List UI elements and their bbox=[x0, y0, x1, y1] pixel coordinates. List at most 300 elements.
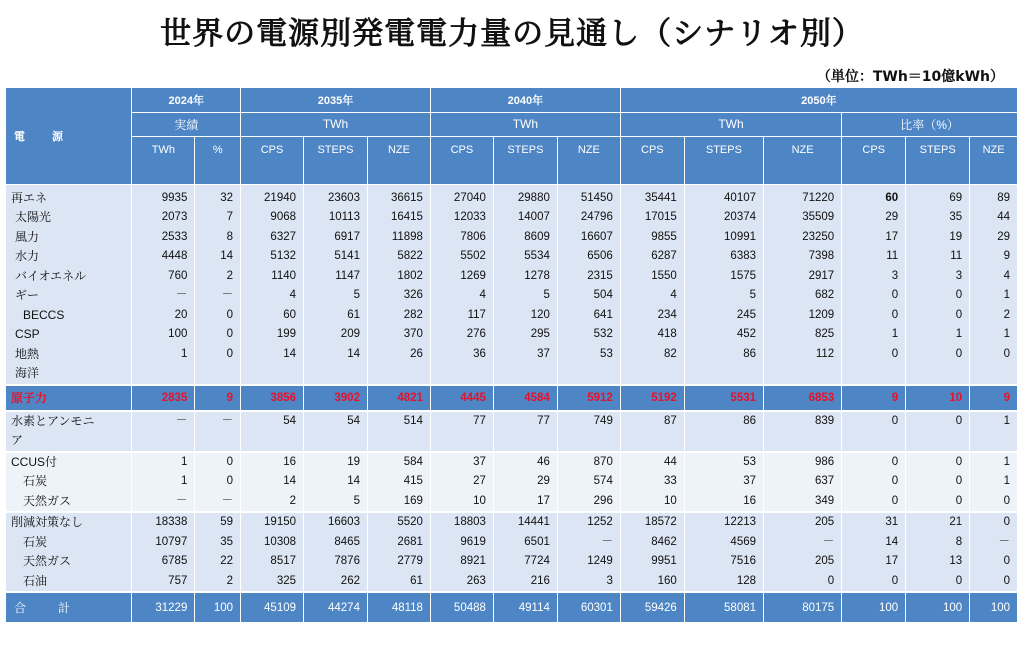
data-cell: 100 bbox=[970, 592, 1018, 622]
cell-value: 35 bbox=[949, 211, 963, 223]
cell-value bbox=[970, 364, 1010, 384]
cell-value: 1550 bbox=[651, 269, 677, 282]
data-cell bbox=[195, 452, 241, 513]
data-cell: 4821 bbox=[367, 385, 430, 411]
cell-value bbox=[558, 364, 613, 384]
cell-value: 5132 bbox=[270, 250, 297, 262]
data-cell bbox=[493, 411, 557, 452]
cell-value: 14 bbox=[347, 347, 360, 360]
cell-value: － bbox=[601, 535, 613, 548]
cell-value: 14 bbox=[885, 535, 899, 548]
cell-value: 17015 bbox=[644, 211, 677, 223]
row-label-renew bbox=[6, 184, 132, 385]
cell-value: 245 bbox=[736, 308, 757, 321]
cell-value: 14 bbox=[347, 475, 360, 487]
cell-value: 0 bbox=[1003, 555, 1010, 567]
cell-value: 3 bbox=[891, 269, 899, 282]
data-cell bbox=[132, 512, 195, 592]
row-label-nuclear: 原子力 bbox=[6, 385, 132, 411]
cell-value: 0 bbox=[226, 328, 234, 340]
cell-value: 637 bbox=[815, 475, 835, 487]
cell-value: 4 bbox=[1003, 269, 1010, 282]
data-cell bbox=[241, 452, 304, 513]
cell-value: 86 bbox=[743, 347, 757, 360]
cell-value: 19150 bbox=[264, 516, 297, 528]
cell-value: － bbox=[221, 494, 234, 507]
cell-value: 1 bbox=[180, 475, 188, 487]
cell-value: 40107 bbox=[724, 191, 757, 204]
cell-value: 216 bbox=[530, 574, 550, 587]
data-cell bbox=[906, 411, 970, 452]
data-cell: 3902 bbox=[304, 385, 368, 411]
row-label: 石炭 bbox=[23, 534, 48, 549]
cell-value: 349 bbox=[815, 494, 835, 507]
cell-value: 16 bbox=[743, 494, 757, 507]
unit-note: （単位：TWh＝10億kWh） bbox=[816, 69, 1004, 85]
data-cell bbox=[430, 512, 493, 592]
cell-value: 60 bbox=[283, 308, 297, 321]
data-cell: 10 bbox=[906, 385, 970, 411]
data-cell bbox=[557, 512, 620, 592]
cell-value: 16603 bbox=[328, 516, 360, 528]
cell-value: 0 bbox=[891, 475, 899, 487]
cell-value: 6383 bbox=[730, 250, 757, 262]
cell-value: 10797 bbox=[155, 535, 188, 548]
cell-value: 1 bbox=[180, 455, 188, 468]
cell-value bbox=[304, 364, 360, 384]
cell-value: 0 bbox=[226, 475, 234, 487]
cell-value: 825 bbox=[815, 328, 835, 340]
cell-value: 2681 bbox=[397, 535, 423, 548]
cell-value: 4 bbox=[479, 289, 486, 301]
data-cell bbox=[970, 411, 1018, 452]
cell-value: 24796 bbox=[580, 211, 613, 223]
cell-value: 89 bbox=[997, 191, 1010, 204]
twh-header-2035: TWh bbox=[241, 112, 431, 136]
cell-value bbox=[764, 364, 834, 384]
data-cell bbox=[557, 411, 620, 452]
cell-value: 11 bbox=[950, 250, 963, 262]
cell-value: 6287 bbox=[651, 250, 677, 262]
cell-value: 5 bbox=[749, 289, 757, 301]
cell-value: 2 bbox=[289, 494, 297, 507]
cell-value: 128 bbox=[736, 574, 757, 587]
data-cell: 9 bbox=[842, 385, 906, 411]
column-header-nze: NZE bbox=[367, 136, 430, 184]
row-label: 水力 bbox=[15, 249, 40, 263]
cell-value: 584 bbox=[403, 455, 423, 468]
data-cell bbox=[620, 512, 684, 592]
data-cell: 6853 bbox=[764, 385, 842, 411]
cell-value: 1 bbox=[1003, 414, 1010, 427]
cell-value bbox=[494, 364, 550, 384]
cell-value: 2073 bbox=[161, 211, 188, 223]
column-header-nze: NZE bbox=[764, 136, 842, 184]
data-cell bbox=[304, 184, 368, 385]
cell-value: 4448 bbox=[161, 250, 188, 262]
cell-value: 9619 bbox=[460, 535, 486, 548]
cell-value: 514 bbox=[403, 414, 423, 427]
cell-value: 33 bbox=[664, 475, 677, 487]
cell-value: 0 bbox=[891, 414, 899, 427]
cell-value: 14 bbox=[220, 250, 234, 262]
cell-value: 205 bbox=[815, 555, 835, 567]
row-label-total: 合 計 bbox=[6, 592, 132, 622]
cell-value: 370 bbox=[403, 328, 423, 340]
data-cell bbox=[620, 452, 684, 513]
row-label: 石炭 bbox=[23, 474, 48, 488]
cell-value: 46 bbox=[537, 455, 550, 468]
cell-value: 296 bbox=[593, 494, 613, 507]
cell-value: 10991 bbox=[724, 230, 757, 243]
data-cell: 4584 bbox=[493, 385, 557, 411]
data-cell: 4445 bbox=[430, 385, 493, 411]
cell-value: 3 bbox=[955, 269, 963, 282]
cell-value: 760 bbox=[168, 269, 188, 282]
data-cell: 45109 bbox=[241, 592, 304, 622]
cell-value: 4 bbox=[670, 289, 677, 301]
cell-value: 16415 bbox=[390, 211, 423, 223]
cell-value: 29880 bbox=[517, 191, 550, 204]
cell-value: 8 bbox=[955, 535, 963, 548]
cell-value: 87 bbox=[664, 414, 677, 427]
cell-value: 9068 bbox=[270, 211, 297, 223]
cell-value: 13 bbox=[949, 555, 963, 567]
cell-value: 234 bbox=[657, 308, 677, 321]
cell-value: 0 bbox=[891, 455, 899, 468]
cell-value: 7 bbox=[226, 211, 234, 223]
data-cell: 100 bbox=[906, 592, 970, 622]
cell-value bbox=[195, 364, 233, 384]
data-cell bbox=[195, 411, 241, 452]
cell-value: 1802 bbox=[397, 269, 423, 282]
cell-value: 35441 bbox=[644, 191, 677, 204]
cell-value: 0 bbox=[891, 347, 899, 360]
cell-value: 23250 bbox=[802, 230, 835, 243]
cell-value: 5502 bbox=[460, 250, 486, 262]
cell-value bbox=[431, 364, 486, 384]
data-cell: 58081 bbox=[684, 592, 763, 622]
data-cell bbox=[241, 184, 304, 385]
data-cell bbox=[764, 411, 842, 452]
cell-value: 29 bbox=[997, 230, 1010, 243]
cell-value: 117 bbox=[467, 308, 486, 321]
cell-value: 61 bbox=[410, 574, 423, 587]
data-cell bbox=[132, 411, 195, 452]
cell-value: 8921 bbox=[460, 555, 486, 567]
data-cell bbox=[684, 452, 763, 513]
year-2035-header: 2035年 bbox=[241, 88, 431, 112]
cell-value: 7516 bbox=[730, 555, 757, 567]
cell-value: 2779 bbox=[397, 555, 423, 567]
cell-value: 1 bbox=[1003, 289, 1010, 301]
cell-value: 37 bbox=[537, 347, 550, 360]
row-label-hydrogen bbox=[6, 411, 132, 452]
cell-value: 199 bbox=[276, 328, 297, 340]
cell-value: 22 bbox=[220, 555, 234, 567]
cell-value: － bbox=[175, 494, 188, 507]
cell-value: 326 bbox=[403, 289, 423, 301]
data-cell bbox=[684, 411, 763, 452]
ratio-header-2050: 比率（%） bbox=[842, 112, 1018, 136]
data-cell: 31229 bbox=[132, 592, 195, 622]
cell-value bbox=[906, 364, 962, 384]
data-cell bbox=[906, 512, 970, 592]
cell-value bbox=[685, 364, 756, 384]
cell-value: 35509 bbox=[802, 211, 835, 223]
row-label: バイオエネル bbox=[15, 268, 87, 283]
row-label-ccus bbox=[6, 452, 132, 513]
cell-value: 0 bbox=[1003, 574, 1010, 587]
cell-value: 262 bbox=[340, 574, 360, 587]
cell-value bbox=[621, 364, 677, 384]
cell-value: 71220 bbox=[802, 191, 835, 204]
cell-value: 5822 bbox=[397, 250, 423, 262]
cell-value: 0 bbox=[891, 308, 899, 321]
cell-value: 17 bbox=[885, 555, 899, 567]
cell-value: 44 bbox=[997, 211, 1010, 223]
data-cell: 80175 bbox=[764, 592, 842, 622]
cell-value: 0 bbox=[955, 347, 963, 360]
cell-value: 59 bbox=[220, 516, 234, 528]
cell-value: 682 bbox=[815, 289, 835, 301]
cell-value: 574 bbox=[593, 475, 613, 487]
cell-value: 0 bbox=[891, 289, 899, 301]
cell-value: 2 bbox=[226, 574, 234, 587]
cell-value: 10 bbox=[664, 494, 677, 507]
data-cell bbox=[684, 184, 763, 385]
cell-value: 870 bbox=[593, 455, 613, 468]
cell-value: 0 bbox=[955, 289, 963, 301]
cell-value: 8462 bbox=[651, 535, 677, 548]
cell-value: 20 bbox=[174, 308, 188, 321]
row-label: 海洋 bbox=[15, 366, 40, 380]
cell-value: 0 bbox=[955, 574, 963, 587]
row-label: 太陽光 bbox=[15, 210, 52, 224]
cell-value: － bbox=[221, 289, 234, 301]
cell-value: 53 bbox=[743, 455, 757, 468]
cell-value: 9935 bbox=[161, 191, 188, 204]
cell-value: 12213 bbox=[724, 516, 757, 528]
data-cell bbox=[195, 184, 241, 385]
cell-value: 1147 bbox=[335, 269, 360, 282]
column-header-steps: STEPS bbox=[906, 136, 970, 184]
cell-value: 27 bbox=[473, 475, 486, 487]
cell-value: 16607 bbox=[580, 230, 613, 243]
cell-value: 36 bbox=[473, 347, 486, 360]
cell-value: 53 bbox=[600, 347, 613, 360]
cell-value: 112 bbox=[815, 347, 835, 360]
data-cell bbox=[304, 452, 368, 513]
data-cell bbox=[493, 452, 557, 513]
cell-value: 0 bbox=[891, 574, 899, 587]
data-cell bbox=[620, 411, 684, 452]
cell-value: 0 bbox=[226, 455, 234, 468]
cell-value: 23603 bbox=[328, 191, 360, 204]
cell-value: 37 bbox=[743, 475, 757, 487]
cell-value: 1575 bbox=[730, 269, 757, 282]
data-cell bbox=[241, 411, 304, 452]
data-cell bbox=[906, 184, 970, 385]
cell-value: 32 bbox=[220, 191, 234, 204]
data-cell: 100 bbox=[842, 592, 906, 622]
cell-value: 8517 bbox=[270, 555, 297, 567]
cell-value: 986 bbox=[815, 455, 835, 468]
data-cell bbox=[764, 452, 842, 513]
cell-value: 18803 bbox=[453, 516, 486, 528]
cell-value: 282 bbox=[403, 308, 423, 321]
cell-value: 0 bbox=[1003, 516, 1010, 528]
row-label: 風力 bbox=[15, 229, 40, 244]
data-cell: 100 bbox=[195, 592, 241, 622]
column-header-nze: NZE bbox=[970, 136, 1018, 184]
cell-value bbox=[842, 364, 898, 384]
cell-value: 0 bbox=[955, 475, 963, 487]
cell-value: 21940 bbox=[264, 191, 297, 204]
cell-value: 532 bbox=[593, 328, 613, 340]
cell-value: 21 bbox=[949, 516, 963, 528]
cell-value: 77 bbox=[537, 414, 550, 427]
cell-value: 5534 bbox=[524, 250, 550, 262]
cell-value: 0 bbox=[827, 574, 835, 587]
cell-value: 54 bbox=[283, 414, 297, 427]
cell-value bbox=[368, 364, 423, 384]
data-cell bbox=[241, 512, 304, 592]
cell-value: 44 bbox=[664, 455, 677, 468]
data-cell bbox=[430, 411, 493, 452]
cell-value: 10 bbox=[473, 494, 486, 507]
cell-value: 10113 bbox=[328, 211, 360, 223]
cell-value: 19 bbox=[347, 455, 360, 468]
cell-value: 54 bbox=[347, 414, 360, 427]
data-cell bbox=[906, 452, 970, 513]
column-header-cps: CPS bbox=[842, 136, 906, 184]
cell-value: 209 bbox=[340, 328, 360, 340]
data-cell bbox=[304, 512, 368, 592]
cell-value: 295 bbox=[530, 328, 550, 340]
row-label: 天然ガス bbox=[23, 554, 72, 568]
data-cell bbox=[764, 512, 842, 592]
cell-value: 9855 bbox=[651, 230, 677, 243]
data-cell: 2835 bbox=[132, 385, 195, 411]
data-cell: 9 bbox=[195, 385, 241, 411]
row-label: 地熱 bbox=[15, 346, 40, 361]
data-cell bbox=[367, 512, 430, 592]
cell-value: 26 bbox=[410, 347, 423, 360]
data-cell: 59426 bbox=[620, 592, 684, 622]
data-cell bbox=[842, 184, 906, 385]
cell-value: 1278 bbox=[524, 269, 550, 282]
year-2040-header: 2040年 bbox=[430, 88, 620, 112]
cell-value: 7876 bbox=[334, 555, 360, 567]
cell-value: 60 bbox=[885, 191, 899, 204]
row-label: 天然ガス bbox=[23, 493, 72, 508]
cell-value: 120 bbox=[530, 308, 550, 321]
data-cell: 5912 bbox=[557, 385, 620, 411]
cell-value: 29 bbox=[885, 211, 899, 223]
data-cell: 50488 bbox=[430, 592, 493, 622]
cell-value: 11 bbox=[886, 250, 899, 262]
cell-value: 0 bbox=[955, 308, 963, 321]
cell-value: 7724 bbox=[524, 555, 550, 567]
column-header-steps: STEPS bbox=[493, 136, 557, 184]
data-cell bbox=[842, 411, 906, 452]
cell-value: 0 bbox=[226, 308, 234, 321]
twh-header-2040: TWh bbox=[430, 112, 620, 136]
cell-value: 415 bbox=[403, 475, 423, 487]
data-cell bbox=[620, 184, 684, 385]
data-cell bbox=[195, 512, 241, 592]
cell-value: 2315 bbox=[587, 269, 613, 282]
cell-value: 5 bbox=[353, 494, 360, 507]
cell-value: 1 bbox=[955, 328, 963, 340]
actual-header: 実績 bbox=[132, 112, 241, 136]
column-header-nze: NZE bbox=[557, 136, 620, 184]
data-cell bbox=[367, 411, 430, 452]
cell-value: 1 bbox=[180, 347, 188, 360]
cell-value: 5 bbox=[353, 289, 360, 301]
cell-value bbox=[132, 364, 187, 384]
cell-value: 5141 bbox=[334, 250, 360, 262]
data-cell bbox=[493, 184, 557, 385]
cell-value: 20374 bbox=[724, 211, 757, 223]
data-cell bbox=[493, 512, 557, 592]
column-header-steps: STEPS bbox=[684, 136, 763, 184]
cell-value: 263 bbox=[466, 574, 486, 587]
cell-value: － bbox=[221, 414, 234, 427]
cell-value: 1 bbox=[1003, 328, 1010, 340]
column-header-%: % bbox=[195, 136, 241, 184]
cell-value: 1 bbox=[1003, 475, 1010, 487]
data-cell bbox=[684, 512, 763, 592]
cell-value: 14007 bbox=[517, 211, 550, 223]
cell-value: 4569 bbox=[730, 535, 757, 548]
cell-value: 12033 bbox=[453, 211, 486, 223]
data-cell bbox=[764, 184, 842, 385]
cell-value: 6327 bbox=[270, 230, 297, 243]
cell-value: 839 bbox=[815, 414, 835, 427]
cell-value: 757 bbox=[168, 574, 188, 587]
data-cell bbox=[304, 411, 368, 452]
cell-value: 6785 bbox=[161, 555, 188, 567]
cell-value: 31 bbox=[885, 516, 899, 528]
cell-value: 5520 bbox=[397, 516, 423, 528]
page-title: 世界の電源別発電電力量の見通し（シナリオ別） bbox=[160, 16, 864, 52]
cell-value: 0 bbox=[891, 494, 899, 507]
row-label: BECCS bbox=[23, 307, 65, 322]
cell-value: 7398 bbox=[808, 250, 835, 262]
cell-value: 0 bbox=[955, 494, 963, 507]
data-cell bbox=[557, 184, 620, 385]
cell-value: 37 bbox=[473, 455, 486, 468]
cell-value: 29 bbox=[537, 475, 550, 487]
cell-value: 1209 bbox=[808, 308, 835, 321]
cell-value: 0 bbox=[955, 455, 963, 468]
data-cell: 5531 bbox=[684, 385, 763, 411]
cell-value: 14 bbox=[283, 475, 297, 487]
cell-value: － bbox=[998, 535, 1010, 548]
cell-value: 9951 bbox=[651, 555, 677, 567]
cell-value: 1140 bbox=[271, 269, 297, 282]
cell-value: － bbox=[822, 535, 835, 548]
data-cell bbox=[970, 512, 1018, 592]
cell-value: 1269 bbox=[460, 269, 486, 282]
cell-value: 1 bbox=[1003, 455, 1010, 468]
data-cell bbox=[132, 184, 195, 385]
cell-value: 36615 bbox=[390, 191, 423, 204]
cell-value: 5 bbox=[543, 289, 550, 301]
cell-value: 418 bbox=[657, 328, 677, 340]
